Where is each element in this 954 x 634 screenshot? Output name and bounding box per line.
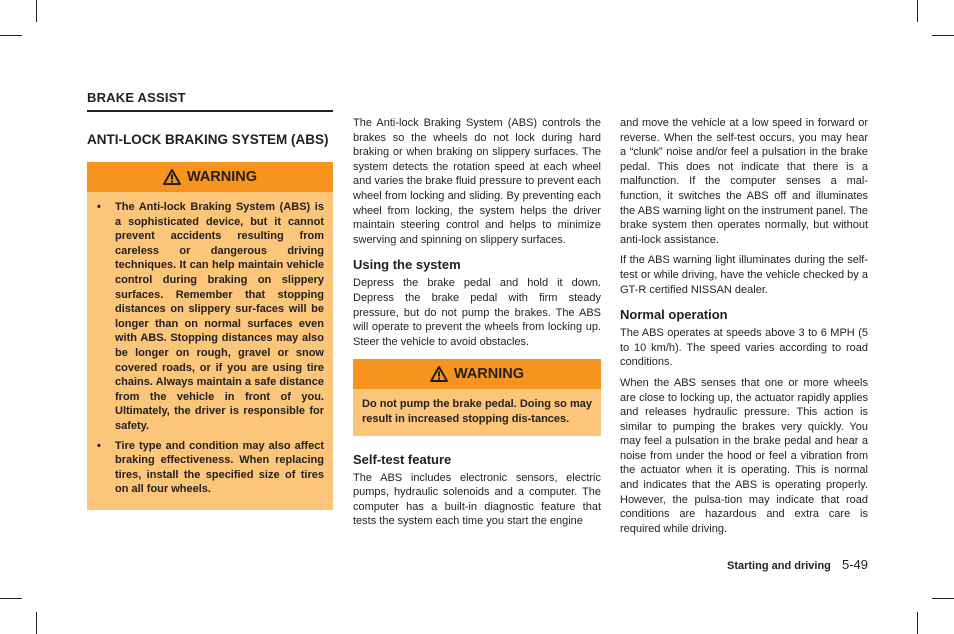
- warning-item: • The Anti-lock Braking System (ABS) is a sophisticated device, but it cannot prevent accidents resulting from careless or dangerous driving techniques. It can help maintain vehicle control during braking on slippery surfaces. Remember that stopping distances on slippery sur-faces will be longer than on normal surfaces even with ABS. Stopping distances may also be longer on rough, gravel or snow covered roads, or if you are using tire chains. Always maintain a safe distance from the vehicle in front of you. Ultimately, the driver is responsible for safety.: [96, 200, 324, 434]
- warning-text: Do not pump the brake pedal. Doing so may result in increased stopping dis-tances.: [362, 398, 592, 425]
- page-footer: [620, 557, 868, 572]
- crop-mark: [917, 612, 918, 634]
- section-title: BRAKE ASSIST: [87, 90, 333, 112]
- warning-header: [353, 359, 601, 389]
- warning-label: WARNING: [453, 366, 525, 383]
- using-system-paragraph: Depress the brake pedal and hold it down. Depress the brake pedal with firm steady pressure, but do not pump the brakes. The ABS will operate to prevent the wheels from locking up. Steer the vehicle to avoid obstacles.: [353, 277, 601, 348]
- self-test-paragraph: The ABS includes electronic sensors, electric pumps, hydraulic solenoids and a computer. The computer has a built-in diagnostic feature that tests the system each time you start the engine: [353, 471, 601, 528]
- self-test-continued-paragraph: and move the vehicle at a low speed in forward or reverse. When the self-test occurs, you may hear a “clunk” noise and/or feel a pulsation in the brake pedal. This does not indicate that there is a malfunction. If the computer senses a mal-function, it switches the ABS off and illuminates the ABS warning light on the instrument panel. The brake system then operates normally, but without anti-lock assistance.: [620, 117, 868, 246]
- warning-item: • Tire type and condition may also affect braking effectiveness. When replacing tires, install the specified size of tires on all four wheels.: [96, 439, 324, 497]
- middle-column: [353, 116, 601, 535]
- right-column: [620, 116, 868, 542]
- crop-mark: [36, 0, 37, 22]
- warning-label: WARNING: [186, 169, 258, 185]
- warning-triangle-icon: [430, 366, 448, 382]
- normal-operation-paragraph: When the ABS senses that one or more wheels are close to locking up, the actuator rapidly applies and releases hydraulic pressure. This action is similar to pumping the brakes very quickly. You may feel a pulsation in the brake pedal and hear a noise from under the hood or feel a vibration from the actuator when it is operating. This is normal and indicates that the ABS is operating properly. However, the pulsa-tion may indicate that road conditions are hazardous and extra care is required while driving.: [620, 376, 868, 535]
- crop-mark: [0, 35, 22, 36]
- crop-mark: [932, 35, 954, 36]
- abs-heading: ANTI-LOCK BRAKING SYSTEM (ABS): [87, 132, 329, 147]
- crop-mark: [932, 598, 954, 599]
- crop-mark: [917, 0, 918, 22]
- normal-operation-heading: Normal operation: [620, 307, 728, 323]
- crop-mark: [0, 598, 22, 599]
- crop-mark: [36, 612, 37, 634]
- page-number: 5-49: [841, 557, 868, 572]
- warning-header: [87, 162, 333, 192]
- normal-operation-paragraph: The ABS operates at speeds above 3 to 6 MPH (5 to 10 km/h). The speed varies according to road conditions.: [620, 327, 868, 369]
- warning-list: [87, 192, 333, 510]
- warning-light-paragraph: If the ABS warning light illuminates during the self-test or while driving, have the vehicle checked by a GT-R certified NISSAN dealer.: [620, 254, 868, 296]
- footer-section-name: Starting and driving: [727, 560, 831, 572]
- left-column: [87, 90, 333, 510]
- abs-intro-paragraph: The Anti-lock Braking System (ABS) controls the brakes so the wheels do not lock during hard braking or when braking on slippery surfaces. The system detects the rotation speed at each wheel and varies the brake fluid pressure to prevent each wheel from locking and sliding. By preventing each wheel from locking, the system helps the driver maintain steering control and helps to minimize swerving and spinning on slippery surfaces.: [353, 117, 601, 246]
- warning-box: [353, 359, 601, 435]
- warning-triangle-icon: [163, 169, 181, 185]
- self-test-heading: Self-test feature: [353, 451, 452, 467]
- warning-box: [87, 162, 333, 510]
- using-system-heading: Using the system: [353, 257, 461, 273]
